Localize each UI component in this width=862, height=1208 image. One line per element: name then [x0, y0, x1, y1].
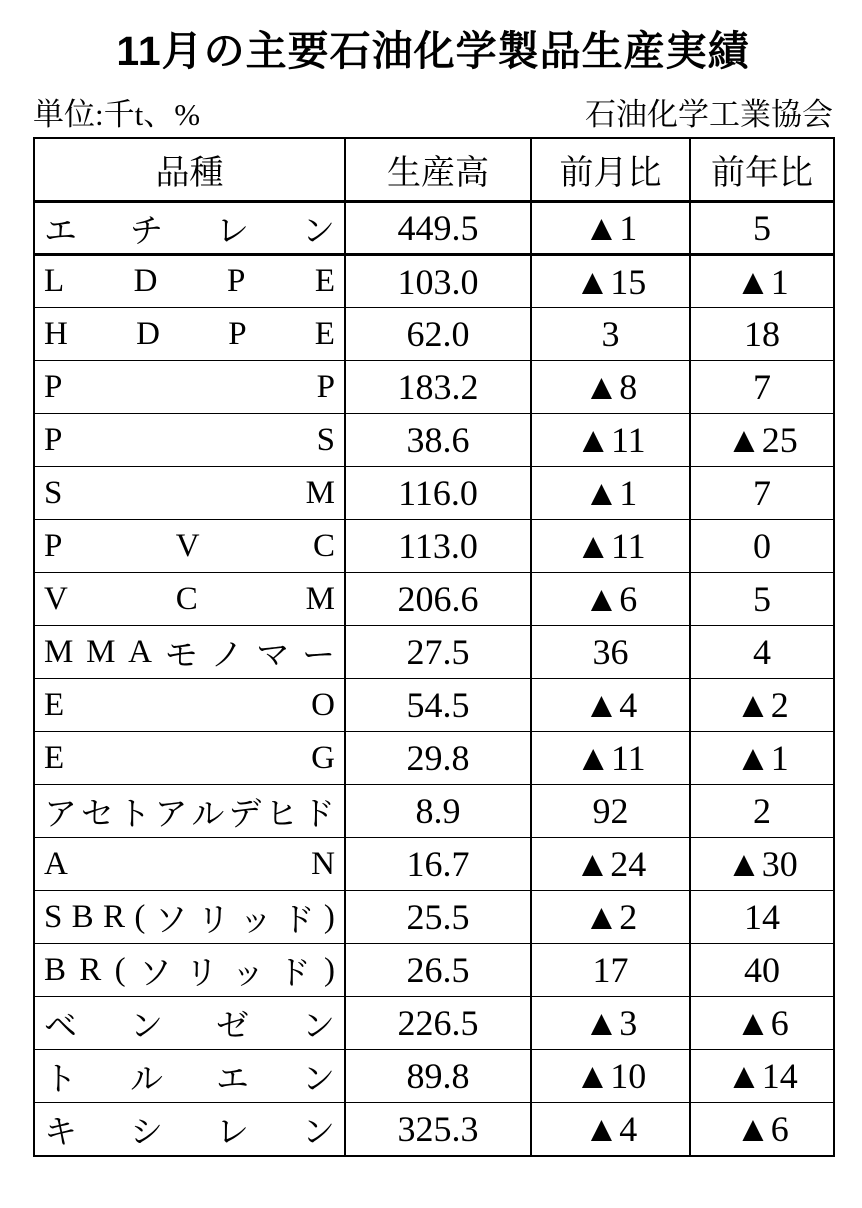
product-name-cell [34, 626, 345, 679]
production-value: 38.6 [345, 414, 531, 467]
mom-change-value: ▲10 [531, 1050, 690, 1103]
table-row [34, 520, 834, 573]
yoy-change-value: 14 [690, 891, 834, 944]
product-name-cell [34, 732, 345, 785]
yoy-change-value: 4 [690, 626, 834, 679]
table-body [34, 202, 834, 1156]
yoy-change-value: 7 [690, 467, 834, 520]
production-value: 29.8 [345, 732, 531, 785]
yoy-change-value: 5 [690, 573, 834, 626]
product-name-cell [34, 414, 345, 467]
product-name: E G [44, 739, 335, 776]
table-row [34, 997, 834, 1050]
mom-change-value: 92 [531, 785, 690, 838]
production-table [33, 137, 835, 1157]
production-value: 16.7 [345, 838, 531, 891]
mom-change-value: ▲11 [531, 732, 690, 785]
yoy-change-value: ▲6 [690, 1103, 834, 1156]
yoy-change-value: ▲6 [690, 997, 834, 1050]
mom-change-value: ▲3 [531, 997, 690, 1050]
product-name: ト ル エ ン [44, 1061, 335, 1098]
product-name: キ シ レ ン [44, 1114, 335, 1151]
table-row [34, 414, 834, 467]
product-name-cell [34, 679, 345, 732]
production-value: 183.2 [345, 361, 531, 414]
yoy-change-value: 5 [690, 202, 834, 255]
mom-change-value: 36 [531, 626, 690, 679]
yoy-change-value: ▲2 [690, 679, 834, 732]
product-name-cell [34, 361, 345, 414]
product-name: P P [44, 368, 335, 405]
production-value: 62.0 [345, 308, 531, 361]
table-row [34, 785, 834, 838]
production-value: 325.3 [345, 1103, 531, 1156]
production-value: 26.5 [345, 944, 531, 997]
production-value: 103.0 [345, 255, 531, 308]
product-name: B R ( ソ リ ッ ド ) [44, 951, 335, 992]
product-name: P V C [44, 527, 335, 564]
product-name: エ チ レ ン [44, 213, 335, 250]
table-row [34, 308, 834, 361]
product-name: ベ ン ゼ ン [44, 1008, 335, 1045]
yoy-change-value: 2 [690, 785, 834, 838]
product-name: P S [44, 421, 335, 458]
mom-change-value: 17 [531, 944, 690, 997]
mom-change-value: ▲4 [531, 1103, 690, 1156]
product-name-cell [34, 838, 345, 891]
production-value: 206.6 [345, 573, 531, 626]
column-header-product: 品種 [34, 138, 345, 202]
mom-change-value: ▲15 [531, 255, 690, 308]
meta-row [33, 97, 833, 133]
production-value: 449.5 [345, 202, 531, 255]
mom-change-value: 3 [531, 308, 690, 361]
production-value: 116.0 [345, 467, 531, 520]
table-row [34, 255, 834, 308]
product-name: ア セ ト ア ル デ ヒ ド [44, 796, 335, 833]
product-name: E O [44, 686, 335, 723]
mom-change-value: ▲24 [531, 838, 690, 891]
product-name: S M [44, 474, 335, 511]
product-name: H D P E [44, 315, 335, 352]
table-row [34, 838, 834, 891]
production-value: 54.5 [345, 679, 531, 732]
organization-name: 石油化学工業協会 [585, 97, 833, 133]
table-row [34, 573, 834, 626]
production-value: 25.5 [345, 891, 531, 944]
column-header-production: 生産高 [345, 138, 531, 202]
table-row [34, 626, 834, 679]
product-name-cell [34, 1103, 345, 1156]
yoy-change-value: ▲30 [690, 838, 834, 891]
product-name: L D P E [44, 263, 335, 300]
product-name: A N [44, 845, 335, 882]
table-row [34, 1050, 834, 1103]
column-header-year-over-year: 前年比 [690, 138, 834, 202]
production-value: 27.5 [345, 626, 531, 679]
product-name-cell [34, 785, 345, 838]
product-name-cell [34, 467, 345, 520]
mom-change-value: ▲8 [531, 361, 690, 414]
yoy-change-value: 18 [690, 308, 834, 361]
page-title: 11月の主要石油化学製品生産実績 [116, 28, 750, 74]
table-row [34, 891, 834, 944]
production-value: 113.0 [345, 520, 531, 573]
mom-change-value: ▲4 [531, 679, 690, 732]
table-header [34, 138, 834, 202]
product-name-cell [34, 997, 345, 1050]
table-row [34, 944, 834, 997]
yoy-change-value: 7 [690, 361, 834, 414]
mom-change-value: ▲1 [531, 467, 690, 520]
production-value: 226.5 [345, 997, 531, 1050]
product-name-cell [34, 520, 345, 573]
table-row [34, 732, 834, 785]
yoy-change-value: 40 [690, 944, 834, 997]
table-row [34, 202, 834, 255]
product-name-cell [34, 255, 345, 308]
unit-note: 単位:千t、% [33, 97, 201, 133]
mom-change-value: ▲11 [531, 414, 690, 467]
product-name: S B R ( ソ リ ッ ド ) [44, 898, 335, 939]
product-name-cell [34, 202, 345, 255]
product-name-cell [34, 1050, 345, 1103]
production-value: 89.8 [345, 1050, 531, 1103]
mom-change-value: ▲11 [531, 520, 690, 573]
table-row [34, 467, 834, 520]
yoy-change-value: ▲14 [690, 1050, 834, 1103]
product-name-cell [34, 573, 345, 626]
yoy-change-value: ▲25 [690, 414, 834, 467]
production-value: 8.9 [345, 785, 531, 838]
table-row [34, 1103, 834, 1156]
product-name: V C M [44, 580, 335, 617]
mom-change-value: ▲1 [531, 202, 690, 255]
table-row [34, 679, 834, 732]
product-name-cell [34, 891, 345, 944]
yoy-change-value: ▲1 [690, 255, 834, 308]
mom-change-value: ▲6 [531, 573, 690, 626]
yoy-change-value: 0 [690, 520, 834, 573]
table-row [34, 361, 834, 414]
column-header-month-over-month: 前月比 [531, 138, 690, 202]
header-row [34, 138, 834, 202]
yoy-change-value: ▲1 [690, 732, 834, 785]
mom-change-value: ▲2 [531, 891, 690, 944]
product-name: M M A モ ノ マ ー [44, 633, 335, 674]
product-name-cell [34, 308, 345, 361]
product-name-cell [34, 944, 345, 997]
